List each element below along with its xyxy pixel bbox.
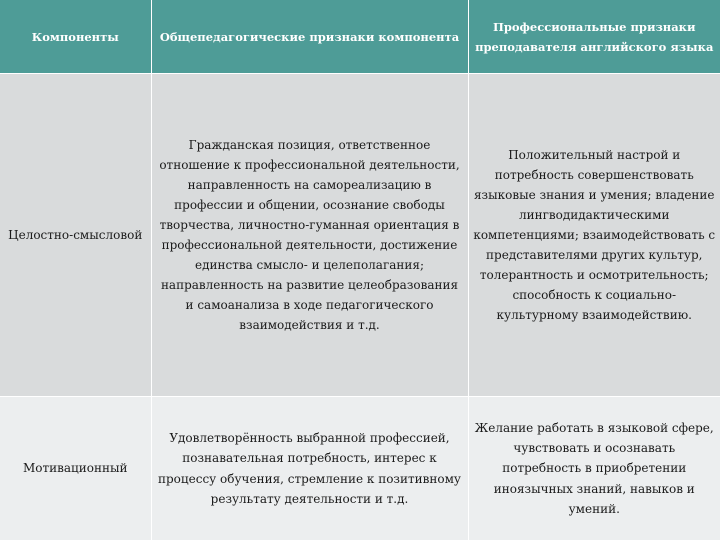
header-components: Компоненты	[0, 0, 151, 74]
general-features-cell: Гражданская позиция, ответственное отношение к профессиональной деятельности, направленность на самореализацию в профессии и общении, осознание свободы творчества, личностно-гуманная ориентация в профессиональной деятельности, достижение единства смысло- и целеполагания; направленность на развитие целеобразования и самоанализа в ходе педагогического взаимодействия и т.д.	[151, 74, 468, 397]
header-general-features: Общепедагогические признаки компонента	[151, 0, 468, 74]
professional-features-cell: Положительный настрой и потребность совершенствовать языковые знания и умения; владение лингводидактическими компетенциями; взаимодействовать с представителями других культур, толерантность и осмотрительность; способность к социально-культурному взаимодействию.	[468, 74, 720, 397]
table-row	[0, 397, 720, 540]
table-body	[0, 74, 720, 540]
general-features-cell: Удовлетворённость выбранной профессией, познавательная потребность, интерес к процессу обучения, стремление к позитивному результату деятельности и т.д.	[151, 397, 468, 540]
header-row	[0, 0, 720, 74]
component-name-cell: Целостно-смысловой	[0, 74, 151, 397]
table-header	[0, 0, 720, 74]
professional-features-cell: Желание работать в языковой сфере, чувствовать и осознавать потребность в приобретении иноязычных знаний, навыков и умений.	[468, 397, 720, 540]
table-row	[0, 74, 720, 397]
component-name-cell: Мотивационный	[0, 397, 151, 540]
header-professional-features: Профессиональные признаки преподавателя английского языка	[468, 0, 720, 74]
